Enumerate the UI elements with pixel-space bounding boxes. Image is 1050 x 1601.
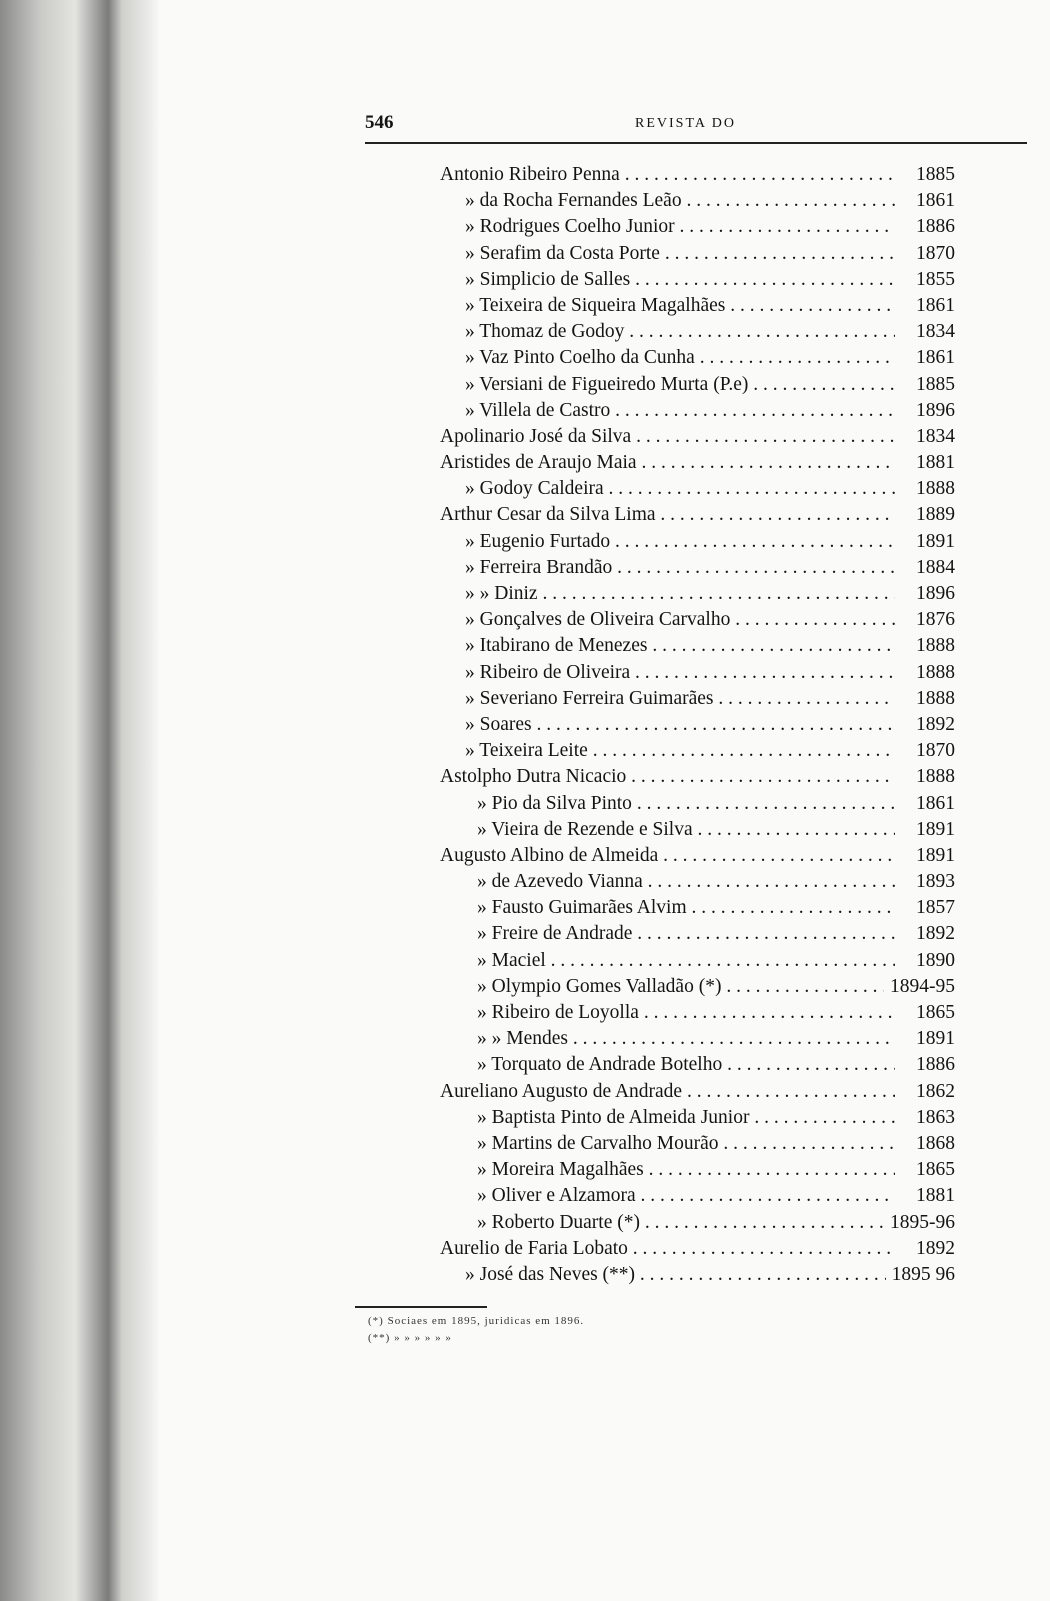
entry-year: 1892 — [910, 712, 955, 738]
entry-year: 1870 — [910, 738, 955, 764]
entry-year: 1861 — [910, 345, 955, 371]
entry-name: » Ribeiro de Loyolla . . . — [477, 1000, 895, 1026]
entry-name: » Simplicio de Salles . . . — [465, 267, 895, 293]
list-item — [425, 895, 980, 921]
entry-name: » Olympio Gomes Valladão (*) . . . — [477, 974, 895, 1000]
entry-year: 1885 — [910, 372, 955, 398]
entry-name: » Martins de Carvalho Mourão . . . — [477, 1131, 895, 1157]
entry-name: » Fausto Guimarães Alvim . . . — [477, 895, 895, 921]
list-item — [425, 267, 980, 293]
entry-name: Augusto Albino de Almeida . . . — [440, 843, 895, 869]
entry-name: Aurelio de Faria Lobato . . . — [440, 1236, 895, 1262]
entry-year: 1834 — [910, 319, 955, 345]
entry-name: » Thomaz de Godoy . . . — [465, 319, 895, 345]
entry-name: Astolpho Dutra Nicacio . . . — [440, 764, 895, 790]
entry-name: » de Azevedo Vianna . . . — [477, 869, 895, 895]
entry-name: » Severiano Ferreira Guimarães . . . — [465, 686, 895, 712]
entry-year: 1870 — [910, 241, 955, 267]
entry-year: 1865 — [910, 1157, 955, 1183]
entry-name: » Teixeira Leite . . . — [465, 738, 895, 764]
list-item — [425, 450, 980, 476]
entry-year: 1893 — [910, 869, 955, 895]
entry-year: 1884 — [910, 555, 955, 581]
entry-name: » Versiani de Figueiredo Murta (P.e) . . . — [465, 372, 895, 398]
list-item — [425, 1131, 980, 1157]
list-item — [425, 1079, 980, 1105]
entry-name: » Soares . . . — [465, 712, 895, 738]
entry-year: 1834 — [910, 424, 955, 450]
entry-name: Aristides de Araujo Maia . . . — [440, 450, 895, 476]
list-item — [425, 214, 980, 240]
list-item — [425, 1236, 980, 1262]
footnote-rule — [355, 1306, 487, 1308]
list-item — [425, 581, 980, 607]
entry-year: 1861 — [910, 293, 955, 319]
list-item — [425, 921, 980, 947]
list-item — [425, 476, 980, 502]
entry-year: 1888 — [910, 633, 955, 659]
entry-name: » Rodrigues Coelho Junior . . . — [465, 214, 895, 240]
entry-year: 1862 — [910, 1079, 955, 1105]
list-item — [425, 502, 980, 528]
list-item — [425, 660, 980, 686]
list-item — [425, 791, 980, 817]
entry-year: 1888 — [910, 476, 955, 502]
entry-year: 1865 — [910, 1000, 955, 1026]
entry-name: » José das Neves (**) . . . — [465, 1262, 895, 1288]
page-header — [365, 112, 1025, 142]
entry-name: Aureliano Augusto de Andrade . . . — [440, 1079, 895, 1105]
list-item — [425, 738, 980, 764]
entry-name: » Torquato de Andrade Botelho . . . — [477, 1052, 895, 1078]
list-item — [425, 764, 980, 790]
page-number: 546 — [365, 112, 394, 133]
entry-year: 1888 — [910, 764, 955, 790]
list-item — [425, 869, 980, 895]
header-rule — [365, 142, 1027, 144]
footnote: (*) Sociaes em 1895, juridicas em 1896. — [368, 1315, 585, 1327]
running-head: REVISTA DO — [635, 116, 736, 131]
entry-year: 1886 — [910, 214, 955, 240]
entry-name: » Pio da Silva Pinto . . . — [477, 791, 895, 817]
list-item — [425, 1157, 980, 1183]
list-item — [425, 686, 980, 712]
list-item — [425, 1026, 980, 1052]
footnotes — [368, 1313, 584, 1347]
list-item — [425, 1210, 980, 1236]
entry-name: Apolinario José da Silva . . . — [440, 424, 895, 450]
book-gutter-shadow — [0, 0, 160, 1601]
entry-year: 1891 — [910, 817, 955, 843]
entry-name: » Gonçalves de Oliveira Carvalho . . . — [465, 607, 895, 633]
entry-year: 1892 — [910, 1236, 955, 1262]
entry-year: 1890 — [910, 948, 955, 974]
list-item — [425, 162, 980, 188]
list-item — [425, 241, 980, 267]
entry-name: » Vieira de Rezende e Silva . . . — [477, 817, 895, 843]
list-item — [425, 319, 980, 345]
list-item — [425, 974, 980, 1000]
entry-name: » » Diniz . . . — [465, 581, 895, 607]
entry-name: » Ferreira Brandão . . . — [465, 555, 895, 581]
list-item — [425, 843, 980, 869]
entry-year: 1891 — [910, 1026, 955, 1052]
entry-year: 1888 — [910, 686, 955, 712]
list-item — [425, 1262, 980, 1288]
list-item — [425, 1105, 980, 1131]
list-item — [425, 1000, 980, 1026]
member-list — [425, 162, 980, 1288]
entry-name: » Freire de Andrade . . . — [477, 921, 895, 947]
entry-year: 1889 — [910, 502, 955, 528]
list-item — [425, 529, 980, 555]
entry-name: » Teixeira de Siqueira Magalhães . . . — [465, 293, 895, 319]
entry-name: » » Mendes . . . — [477, 1026, 895, 1052]
entry-name: Arthur Cesar da Silva Lima . . . — [440, 502, 895, 528]
entry-year: 1894-95 — [884, 974, 955, 1000]
entry-year: 1881 — [910, 450, 955, 476]
entry-year: 1891 — [910, 529, 955, 555]
entry-name: » Vaz Pinto Coelho da Cunha . . . — [465, 345, 895, 371]
entry-year: 1892 — [910, 921, 955, 947]
entry-year: 1891 — [910, 843, 955, 869]
entry-name: » Roberto Duarte (*) . . . — [477, 1210, 895, 1236]
entry-name: Antonio Ribeiro Penna . . . — [440, 162, 895, 188]
entry-year: 1857 — [910, 895, 955, 921]
entry-year: 1896 — [910, 398, 955, 424]
list-item — [425, 398, 980, 424]
entry-name: » Baptista Pinto de Almeida Junior . . . — [477, 1105, 895, 1131]
list-item — [425, 555, 980, 581]
entry-name: » Ribeiro de Oliveira . . . — [465, 660, 895, 686]
entry-year: 1881 — [910, 1183, 955, 1209]
entry-year: 1876 — [910, 607, 955, 633]
list-item — [425, 293, 980, 319]
list-item — [425, 607, 980, 633]
entry-year: 1863 — [910, 1105, 955, 1131]
entry-year: 1855 — [910, 267, 955, 293]
footnote: (**) » » » » » » — [368, 1332, 452, 1344]
entry-name: » da Rocha Fernandes Leão . . . — [465, 188, 895, 214]
entry-year: 1895 96 — [886, 1262, 955, 1288]
entry-year: 1895-96 — [884, 1210, 955, 1236]
entry-name: » Eugenio Furtado . . . — [465, 529, 895, 555]
list-item — [425, 817, 980, 843]
list-item — [425, 424, 980, 450]
list-item — [425, 345, 980, 371]
list-item — [425, 1183, 980, 1209]
entry-year: 1885 — [910, 162, 955, 188]
list-item — [425, 948, 980, 974]
entry-year: 1886 — [910, 1052, 955, 1078]
entry-name: » Itabirano de Menezes . . . — [465, 633, 895, 659]
entry-name: » Serafim da Costa Porte . . . — [465, 241, 895, 267]
list-item — [425, 1052, 980, 1078]
list-item — [425, 188, 980, 214]
entry-year: 1861 — [910, 791, 955, 817]
entry-name: » Godoy Caldeira . . . — [465, 476, 895, 502]
entry-name: » Oliver e Alzamora . . . — [477, 1183, 895, 1209]
entry-name: » Moreira Magalhães . . . — [477, 1157, 895, 1183]
entry-year: 1868 — [910, 1131, 955, 1157]
list-item — [425, 372, 980, 398]
entry-name: » Villela de Castro . . . — [465, 398, 895, 424]
entry-name: » Maciel . . . — [477, 948, 895, 974]
entry-year: 1896 — [910, 581, 955, 607]
entry-year: 1888 — [910, 660, 955, 686]
list-item — [425, 712, 980, 738]
entry-year: 1861 — [910, 188, 955, 214]
list-item — [425, 633, 980, 659]
